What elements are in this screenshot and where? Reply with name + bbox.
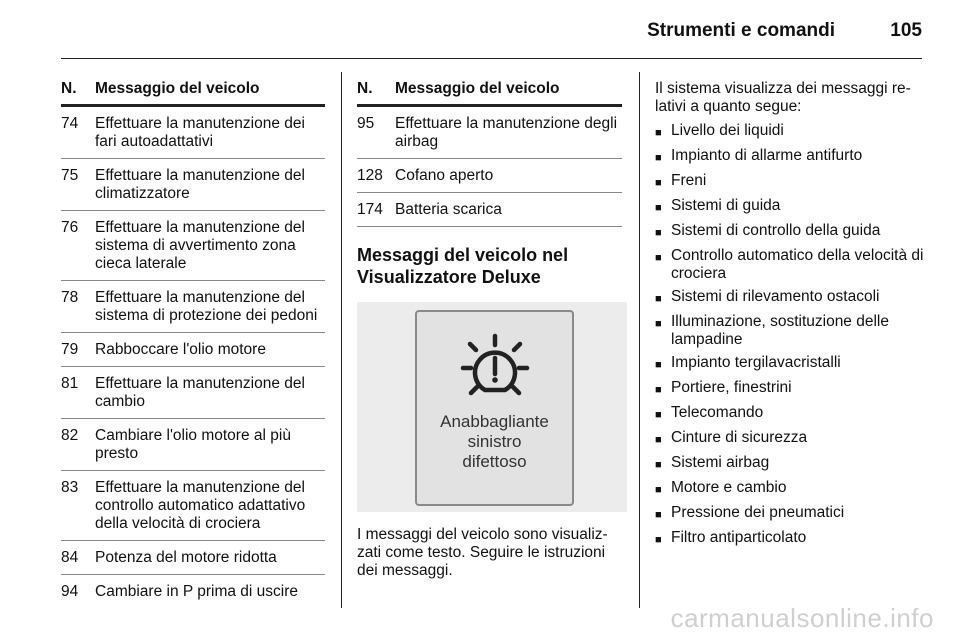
bullet-square-icon: ■ bbox=[655, 484, 662, 496]
display-line: difettoso bbox=[462, 452, 527, 471]
bullet-text: Controllo automatico della velocità di crociera bbox=[671, 247, 924, 282]
header-divider bbox=[61, 58, 922, 59]
bullet-list bbox=[655, 122, 925, 549]
bullet-item bbox=[655, 288, 925, 308]
bullet-item bbox=[655, 313, 925, 349]
display-illustration bbox=[357, 302, 627, 512]
bullet-text: Portiere, finestrini bbox=[671, 379, 792, 396]
message-text: Effettuare la manutenzione degli airbag bbox=[395, 115, 618, 150]
message-text: Effettuare la manutenzione del cambio bbox=[95, 375, 305, 410]
bullet-text: Pressione dei pneumatici bbox=[671, 504, 845, 521]
bullet-square-icon: ■ bbox=[655, 293, 662, 305]
table-row bbox=[61, 159, 325, 211]
message-number: 79 bbox=[61, 341, 79, 358]
table-row bbox=[357, 159, 622, 193]
bullet-square-icon: ■ bbox=[655, 127, 662, 139]
bullet-square-icon: ■ bbox=[655, 459, 662, 471]
bullet-square-icon: ■ bbox=[655, 177, 662, 189]
bullet-text: Illuminazione, sostituzione delle lampadine bbox=[671, 313, 889, 348]
bullet-item bbox=[655, 172, 925, 192]
bullet-item bbox=[655, 379, 925, 399]
message-number: 75 bbox=[61, 167, 79, 184]
bullet-square-icon: ■ bbox=[655, 509, 662, 521]
bullet-square-icon: ■ bbox=[655, 409, 662, 421]
display-message bbox=[417, 412, 572, 472]
body-paragraph: I messaggi del veicolo sono visualiz- zati come testo. Seguire le istruzioni dei messaggi. bbox=[357, 526, 608, 579]
table-header-right bbox=[357, 80, 622, 107]
bullet-square-icon: ■ bbox=[655, 359, 662, 371]
message-number: 76 bbox=[61, 219, 79, 236]
column-divider-1 bbox=[341, 72, 342, 608]
bullet-text: Freni bbox=[671, 172, 707, 189]
message-number: 174 bbox=[357, 201, 383, 218]
table-header-num: N. bbox=[357, 80, 373, 97]
display-panel bbox=[415, 310, 574, 506]
table-row bbox=[61, 107, 325, 159]
bullet-text: Sistemi di controllo della guida bbox=[671, 222, 881, 239]
bullet-square-icon: ■ bbox=[655, 252, 662, 264]
message-text: Cofano aperto bbox=[395, 167, 494, 184]
table-row bbox=[357, 107, 622, 159]
bullet-square-icon: ■ bbox=[655, 318, 662, 330]
message-number: 81 bbox=[61, 375, 79, 392]
bullet-square-icon: ■ bbox=[655, 434, 662, 446]
bullet-square-icon: ■ bbox=[655, 152, 662, 164]
bullet-square-icon: ■ bbox=[655, 534, 662, 546]
message-number: 83 bbox=[61, 479, 79, 496]
bullet-item bbox=[655, 247, 925, 283]
table-row bbox=[61, 333, 325, 367]
message-number: 74 bbox=[61, 115, 79, 132]
table-body-right bbox=[357, 107, 622, 227]
table-row bbox=[357, 193, 622, 227]
message-text: Effettuare la manutenzione del sistema di avvertimento zona cieca laterale bbox=[95, 219, 305, 272]
intro-paragraph: Il sistema visualizza dei messaggi re- lativi a quanto segue: bbox=[655, 80, 911, 115]
table-header-message: Messaggio del veicolo bbox=[395, 80, 560, 97]
column-right bbox=[655, 80, 925, 554]
message-text: Effettuare la manutenzione del controllo automatico adattativo della velocità di crociera bbox=[95, 479, 306, 532]
bullet-item bbox=[655, 147, 925, 167]
watermark: carmanualsonline.info bbox=[670, 603, 934, 633]
bullet-item bbox=[655, 429, 925, 449]
message-number: 84 bbox=[61, 549, 79, 566]
bullet-square-icon: ■ bbox=[655, 227, 662, 239]
bullet-text: Sistemi di rilevamento ostacoli bbox=[671, 288, 880, 305]
bullet-item bbox=[655, 529, 925, 549]
bullet-text: Impianto tergilavacristalli bbox=[671, 354, 841, 371]
table-header-message: Messaggio del veicolo bbox=[95, 80, 260, 97]
message-text: Potenza del motore ridotta bbox=[95, 549, 277, 566]
bullet-item bbox=[655, 354, 925, 374]
column-left bbox=[61, 80, 325, 608]
column-divider-2 bbox=[639, 72, 640, 608]
table-row bbox=[61, 575, 325, 608]
bullet-square-icon: ■ bbox=[655, 384, 662, 396]
table-row bbox=[61, 419, 325, 471]
message-text: Effettuare la manutenzione del climatizzatore bbox=[95, 167, 305, 202]
message-text: Batteria scarica bbox=[395, 201, 502, 218]
bullet-text: Sistemi airbag bbox=[671, 454, 770, 471]
headlight-warning-icon bbox=[459, 332, 531, 404]
message-text: Cambiare in P prima di uscire bbox=[95, 583, 299, 600]
message-number: 82 bbox=[61, 427, 79, 444]
bullet-text: Livello dei liquidi bbox=[671, 122, 784, 139]
message-number: 95 bbox=[357, 115, 375, 132]
column-middle bbox=[357, 80, 622, 580]
display-line: sinistro bbox=[467, 432, 522, 451]
table-body-left bbox=[61, 107, 325, 608]
message-text: Rabboccare l'olio motore bbox=[95, 341, 266, 358]
table-header-left bbox=[61, 80, 325, 107]
table-row bbox=[61, 281, 325, 333]
message-number: 128 bbox=[357, 167, 383, 184]
message-text: Effettuare la manutenzione dei fari autoadattativi bbox=[95, 115, 305, 150]
bullet-text: Sistemi di guida bbox=[671, 197, 781, 214]
message-text: Cambiare l'olio motore al più presto bbox=[95, 427, 291, 462]
bullet-item bbox=[655, 504, 925, 524]
bullet-square-icon: ■ bbox=[655, 202, 662, 214]
table-row bbox=[61, 367, 325, 419]
bullet-text: Impianto di allarme antifurto bbox=[671, 147, 863, 164]
page-header-title: Strumenti e comandi bbox=[647, 20, 835, 41]
bullet-item bbox=[655, 122, 925, 142]
bullet-text: Filtro antiparticolato bbox=[671, 529, 807, 546]
bullet-item bbox=[655, 404, 925, 424]
bullet-item bbox=[655, 454, 925, 474]
bullet-item bbox=[655, 479, 925, 499]
bullet-item bbox=[655, 197, 925, 217]
table-row bbox=[61, 471, 325, 541]
bullet-item bbox=[655, 222, 925, 242]
display-line: Anabbagliante bbox=[440, 412, 549, 431]
section-heading: Messaggi del veicolo nel Visualizzatore Deluxe bbox=[357, 245, 569, 287]
bullet-text: Cinture di sicurezza bbox=[671, 429, 808, 446]
message-number: 78 bbox=[61, 289, 79, 306]
message-number: 94 bbox=[61, 583, 79, 600]
message-text: Effettuare la manutenzione del sistema di protezione dei pedoni bbox=[95, 289, 318, 324]
table-row bbox=[61, 541, 325, 575]
page-number: 105 bbox=[890, 20, 922, 41]
table-row bbox=[61, 211, 325, 281]
bullet-text: Motore e cambio bbox=[671, 479, 787, 496]
bullet-text: Telecomando bbox=[671, 404, 764, 421]
table-header-num: N. bbox=[61, 80, 77, 97]
